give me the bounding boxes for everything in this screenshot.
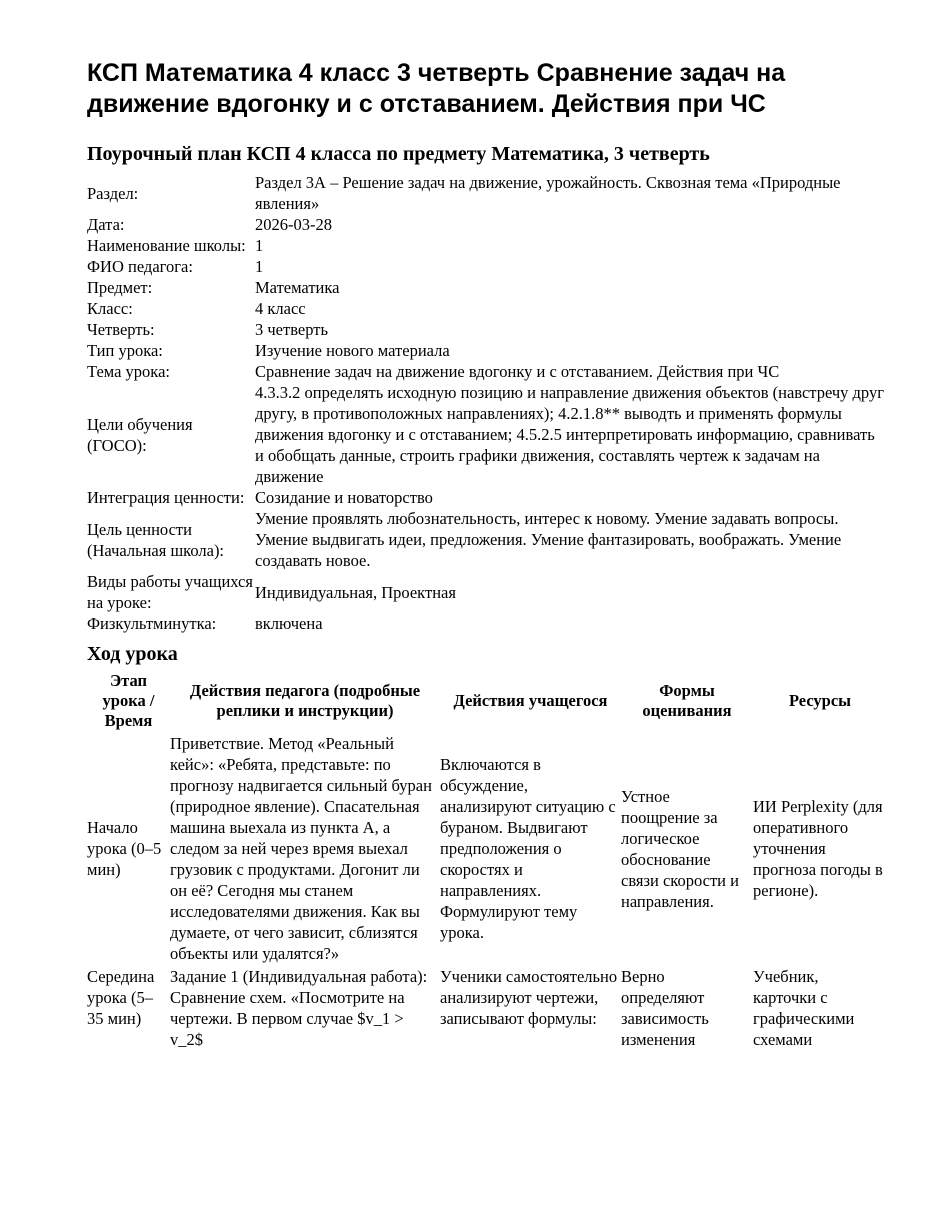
meta-value: Изучение нового материала (255, 341, 450, 360)
teacher-actions-cell: Задание 1 (Индивидуальная работа): Сравнение схем. «Посмотрите на чертежи. В первом случае $v_1 > v_2$ (170, 967, 428, 1049)
meta-row (87, 214, 887, 235)
meta-row (87, 340, 887, 361)
meta-row (87, 172, 887, 214)
meta-key: Четверть: (87, 320, 155, 339)
meta-row (87, 613, 887, 634)
plan-heading: Поурочный план КСП 4 класса по предмету Математика, 3 четверть (87, 143, 710, 165)
meta-value: Раздел 3А – Решение задач на движение, урожайность. Сквозная тема «Природные явления» (255, 173, 841, 213)
header-assessment: Формы оценивания (642, 681, 732, 720)
meta-key: Тип урока: (87, 341, 163, 360)
meta-row (87, 508, 887, 571)
header-stage: Этап урока / Время (102, 671, 155, 730)
meta-row (87, 361, 887, 382)
meta-key: Дата: (87, 215, 125, 234)
meta-row (87, 298, 887, 319)
meta-key: Физкультминутка: (87, 614, 217, 633)
meta-value: Математика (255, 278, 340, 297)
meta-value: 1 (255, 236, 264, 255)
assessment-cell: Верно определяют зависимость изменения (621, 967, 709, 1049)
assessment-cell: Устное поощрение за логическое обоснование связи скорости и направления. (621, 786, 739, 911)
meta-key: Предмет: (87, 278, 153, 297)
lesson-steps-table (87, 670, 887, 1052)
meta-row (87, 319, 887, 340)
header-teacher: Действия педагога (подробные реплики и инструкции) (189, 681, 421, 720)
course-heading: Ход урока (87, 643, 178, 665)
resources-cell: Учебник, карточки с графическими схемами (753, 967, 855, 1049)
meta-row (87, 235, 887, 256)
meta-row (87, 571, 887, 613)
meta-row (87, 277, 887, 298)
meta-row (87, 256, 887, 277)
table-row (87, 733, 887, 966)
document-page (87, 58, 887, 1052)
meta-key: Класс: (87, 299, 133, 318)
meta-key: ФИО педагога: (87, 257, 193, 276)
page-title: КСП Математика 4 класс 3 четверть Сравнение задач на движение вдогонку и с отставанием. Действия при ЧС (87, 59, 786, 118)
steps-header-row (87, 670, 887, 733)
header-student: Действия учащегося (453, 691, 608, 710)
meta-value: 4.3.3.2 определять исходную позицию и направление движения объектов (навстречу друг другу, в противоположных направлениях); 4.2.1.8** выводть и применять формулы движения вдогонку и с отставанием; 4.5.2.5 интерпретировать информацию, сравнивать и обобщать данные, строить графики движения, составлять чертеж к задачам на движение (255, 383, 884, 486)
student-actions-cell: Включаются в обсуждение, анализируют ситуацию с бураном. Выдвигают предположения о скоростях и направлениях. Формулируют тему урока. (440, 755, 616, 942)
meta-key: Интеграция ценности: (87, 488, 245, 507)
header-resources: Ресурсы (788, 691, 852, 710)
meta-row (87, 382, 887, 487)
meta-value: 3 четверть (255, 320, 328, 339)
meta-key: Раздел: (87, 183, 139, 203)
meta-value: Созидание и новаторство (255, 488, 433, 507)
lesson-info-table (87, 172, 887, 634)
meta-key: Цели обучения (ГОСО): (87, 414, 193, 455)
meta-value: 2026-03-28 (255, 215, 332, 234)
resources-cell: ИИ Perplexity (для оперативного уточнения прогноза погоды в регионе). (753, 797, 883, 900)
table-row (87, 966, 887, 1052)
meta-key: Тема урока: (87, 362, 170, 381)
meta-value: включена (255, 614, 323, 633)
teacher-actions-cell: Приветствие. Метод «Реальный кейс»: «Ребята, представьте: по прогнозу надвигается сильный буран (природное явление). Спасательная машина выехала из пункта А, а следом за ней через время выехал грузовик с продуктами. Догонит ли он её? Сегодня мы станем исследователями движения. Как вы думаете, от чего зависит, сблизятся объекты или удалятся?» (170, 734, 432, 963)
meta-key: Цель ценности (Начальная школа): (87, 519, 225, 560)
meta-row (87, 487, 887, 508)
meta-value: 4 класс (255, 299, 306, 318)
student-actions-cell: Ученики самостоятельно анализируют чертежи, записывают формулы: (440, 967, 618, 1028)
stage-cell: Начало урока (0–5 мин) (87, 818, 162, 879)
meta-value: 1 (255, 257, 264, 276)
meta-value: Индивидуальная, Проектная (255, 582, 456, 602)
stage-cell: Середина урока (5–35 мин) (87, 967, 155, 1028)
meta-value: Умение проявлять любознательность, интерес к новому. Умение задавать вопросы. Умение выдвигать идеи, предложения. Умение фантазировать, воображать. Умение создавать новое. (255, 509, 842, 570)
meta-key: Виды работы учащихся на уроке: (87, 572, 253, 612)
meta-key: Наименование школы: (87, 236, 246, 255)
meta-value: Сравнение задач на движение вдогонку и с отставанием. Действия при ЧС (255, 362, 780, 381)
